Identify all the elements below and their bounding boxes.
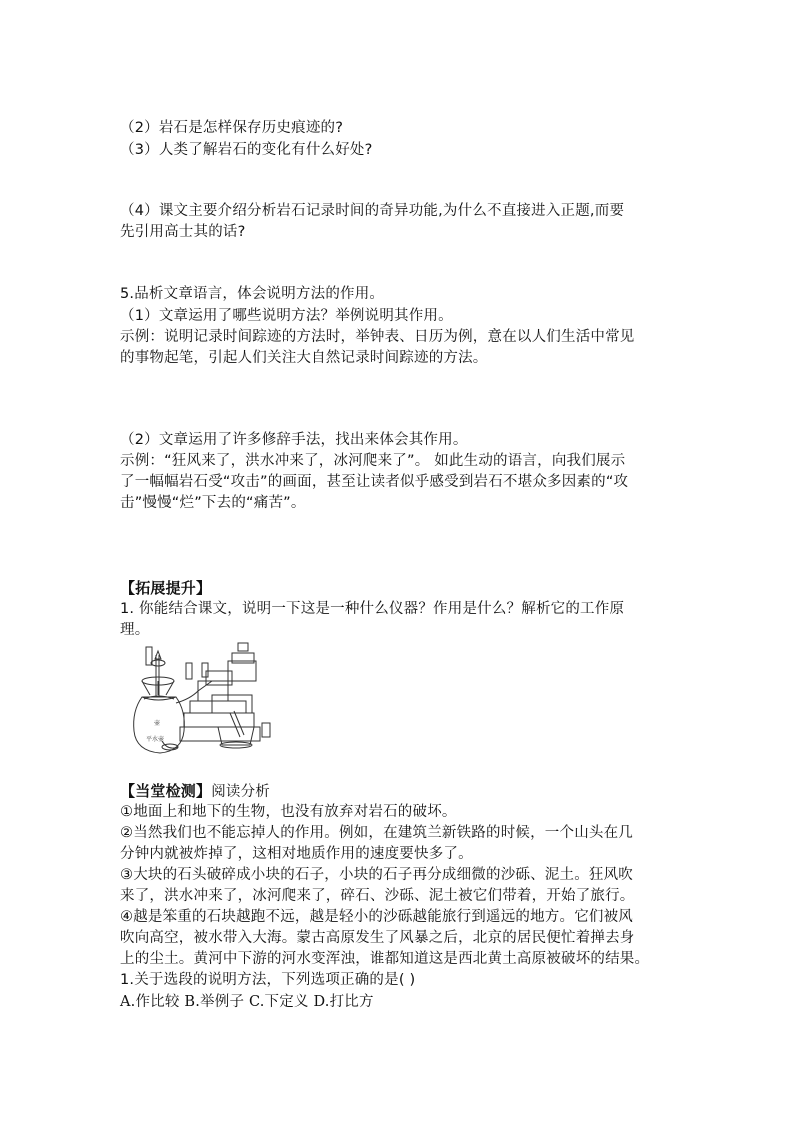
multiple-choice-question-1: 1.关于选段的说明方法，下列选项正确的是( ) [120, 972, 416, 988]
question-4-4-line1: （4）课文主要介绍分析岩石记录时间的奇异功能,为什么不直接进入正题,而要 [120, 203, 625, 219]
vessel-label: 壶 [154, 720, 161, 727]
extension-question-1-line2: 理。 [120, 622, 150, 638]
extension-question-1-line1: 1. 你能结合课文，说明一下这是一种什么仪器？作用是什么？解析它的工作原 [120, 601, 625, 617]
water-clock-drawing [120, 641, 280, 761]
section-5-example-1-line2: 的事物起笔，引起人们关注大自然记录时间踪迹的方法。 [120, 350, 488, 366]
passage-paragraph-3-line2: 来了，洪水冲来了，冰河爬来了，碎石、沙砾、泥土被它们带着，开始了旅行。 [120, 888, 635, 904]
section-5-example-2-line1: 示例：“狂风来了，洪水冲来了，冰河爬来了”。 如此生动的语言，向我们展示 [120, 453, 626, 469]
section-5-example-1-line1: 示例：说明记录时间踪迹的方法时，举钟表、日历为例，意在以人们生活中常见 [120, 329, 635, 345]
passage-paragraph-4-line2: 吹向高空，被水带入大海。蒙古高原发生了风暴之后，北京的居民便忙着掸去身 [120, 930, 635, 946]
passage-paragraph-3-line1: ③大块的石头破碎成小块的石子，小块的石子再分成细微的沙砾、泥土。狂风吹 [120, 867, 633, 883]
section-5-example-2-line2: 了一幅幅岩石受“攻击”的画面，甚至让读者似乎感受到岩石不堪众多因素的“攻 [120, 474, 629, 490]
test-heading-row [120, 781, 680, 803]
multiple-choice-options: A.作比较 B.举例子 C.下定义 D.打比方 [120, 994, 374, 1010]
question-4-3: （3）人类了解岩石的变化有什么好处? [120, 142, 373, 158]
question-4-2: （2）岩石是怎样保存历史痕迹的? [120, 120, 344, 136]
test-heading: 【当堂检测】 [120, 782, 212, 800]
section-5-title: 5.品析文章语言，体会说明方法的作用。 [120, 286, 385, 302]
vessel-caption: 平水壶 [146, 736, 165, 743]
test-heading-suffix: 阅读分析 [211, 784, 271, 800]
section-5-example-2-line3: 击”慢慢“烂”下去的“痛苦”。 [120, 495, 306, 511]
question-4-4-line2: 先引用高士其的话? [120, 224, 246, 240]
section-5-question-1: （1）文章运用了哪些说明方法？举例说明其作用。 [120, 308, 453, 324]
passage-paragraph-4-line3: 上的尘土。黄河中下游的河水变浑浊，谁都知道这是西北黄土高原被破坏的结果。 [120, 951, 650, 967]
extension-heading: 【拓展提升】 [120, 579, 212, 597]
passage-paragraph-2-line1: ②当然我们也不能忘掉人的作用。例如，在建筑兰新铁路的时候，一个山头在几 [120, 825, 633, 841]
passage-paragraph-4-line1: ④越是笨重的石块越跑不远，越是轻小的沙砾越能旅行到遥远的地方。它们被风 [120, 909, 633, 925]
passage-paragraph-2-line2: 分钟内就被炸掉了，这相对地质作用的速度要快多了。 [120, 846, 473, 862]
section-5-question-2: （2）文章运用了许多修辞手法，找出来体会其作用。 [120, 432, 468, 448]
passage-paragraph-1: ①地面上和地下的生物，也没有放弃对岩石的破坏。 [120, 804, 457, 820]
water-clock-illustration [120, 641, 280, 761]
